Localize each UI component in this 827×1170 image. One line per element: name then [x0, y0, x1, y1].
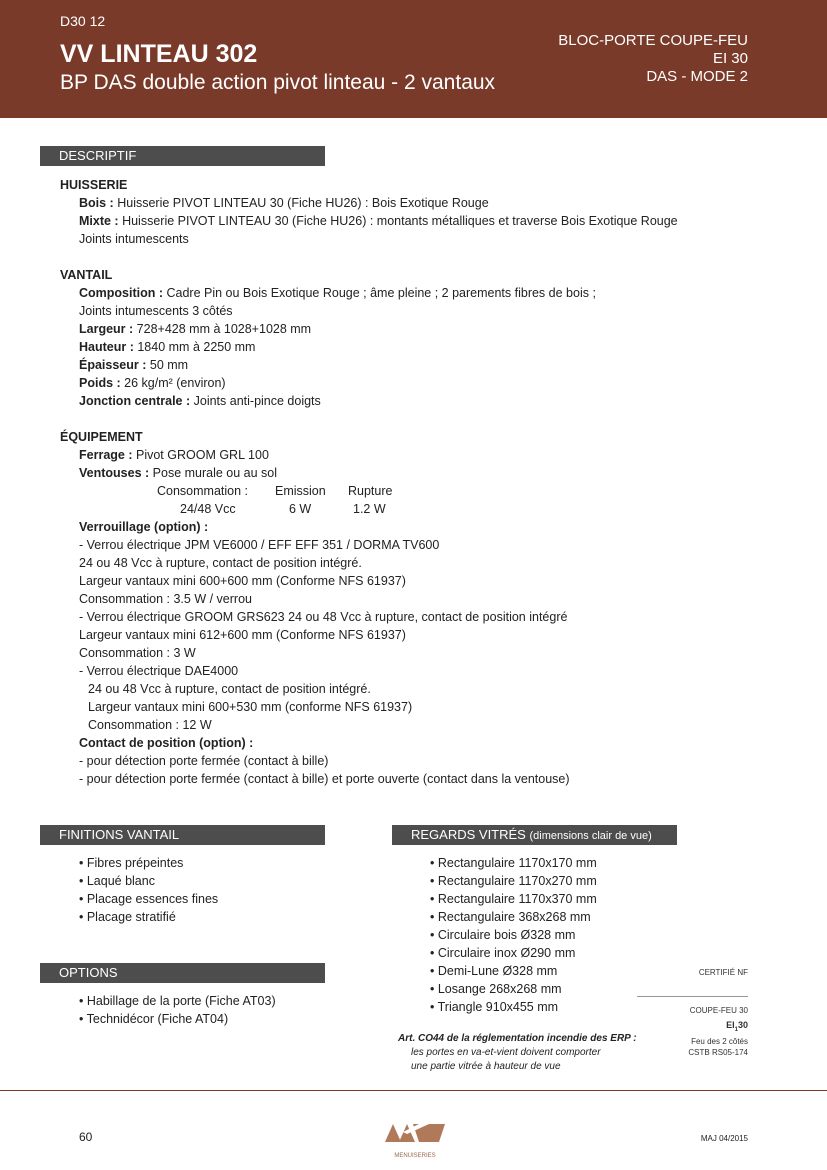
verr-line: - Verrou électrique GROOM GRS623 24 ou 48 Vcc à rupture, contact de position intégré — [79, 610, 568, 624]
cert-details — [688, 1005, 748, 1058]
list-item: • Triangle 910x455 mm — [430, 1000, 559, 1014]
verr-line: Consommation : 3 W — [79, 646, 196, 660]
regards-list — [430, 854, 597, 1016]
list-item: • Technidécor (Fiche AT04) — [79, 1012, 229, 1026]
equipement-ferrage: Ferrage : Pivot GROOM GRL 100 — [79, 448, 269, 462]
contact-heading: Contact de position (option) : — [79, 736, 254, 750]
list-item: • Laqué blanc — [79, 874, 155, 888]
page-subtitle: BP DAS double action pivot linteau - 2 vantaux — [60, 71, 496, 94]
product-code: D30 12 — [60, 13, 106, 29]
list-item: • Losange 268x268 mm — [430, 982, 562, 996]
huisserie-heading: HUISSERIE — [60, 178, 128, 192]
huisserie-mixte: Mixte : Huisserie PIVOT LINTEAU 30 (Fiche HU26) : montants métalliques et traverse Bois Exotique Rouge — [79, 214, 678, 228]
verr-indent-line: Consommation : 12 W — [88, 718, 212, 732]
vantail-joints: Joints intumescents 3 côtés — [79, 304, 233, 318]
verr-line: - Verrou électrique JPM VE6000 / EFF EFF 351 / DORMA TV600 — [79, 538, 440, 552]
contact-line: - pour détection porte fermée (contact à bille) et porte ouverte (contact dans la ventouse) — [79, 772, 570, 786]
verr-line: Largeur vantaux mini 612+600 mm (Conforme NFS 61937) — [79, 628, 406, 642]
cert-ei: $EI_130$ — [726, 1020, 748, 1033]
footer-divider — [0, 1090, 827, 1091]
list-item: • Placage essences fines — [79, 892, 219, 906]
vantail-poids: Poids : 26 kg/m² (environ) — [79, 376, 226, 390]
huisserie-bois: Bois : Huisserie PIVOT LINTEAU 30 (Fiche HU26) : Bois Exotique Rouge — [79, 196, 489, 210]
verr-indent-line: 24 ou 48 Vcc à rupture, contact de position intégré. — [88, 682, 371, 696]
rupture-value: 1.2 W — [353, 502, 386, 516]
list-item: • Habillage de la porte (Fiche AT03) — [79, 994, 276, 1008]
section-regards — [392, 825, 677, 845]
verr-line: 24 ou 48 Vcc à rupture, contact de position intégré. — [79, 556, 362, 570]
list-item: • Demi-Lune Ø328 mm — [430, 964, 558, 978]
options-list — [79, 992, 276, 1028]
equipement-heading: ÉQUIPEMENT — [60, 430, 143, 444]
note-bold: Art. CO44 de la réglementation incendie des ERP : — [398, 1033, 637, 1044]
vantail-jonction: Jonction centrale : Joints anti-pince doigts — [79, 394, 321, 408]
list-item: • Circulaire inox Ø290 mm — [430, 946, 576, 960]
verr-line: Largeur vantaux mini 600+600 mm (Conforme NFS 61937) — [79, 574, 406, 588]
erp-note — [398, 1032, 637, 1074]
vantail-heading: VANTAIL — [60, 268, 113, 282]
logo-icon — [383, 1114, 447, 1152]
verrouillage-heading: Verrouillage (option) : — [79, 520, 209, 534]
verr-line: Consommation : 3.5 W / verrou — [79, 592, 252, 606]
regards-title: REGARDS VITRÉS — [411, 827, 526, 842]
header-band — [0, 0, 827, 118]
classification-type: BLOC-PORTE COUPE-FEU — [558, 32, 748, 49]
consommation-head: Consommation : — [157, 484, 249, 498]
classification-rating: EI 30 — [712, 50, 748, 67]
descriptif-body — [60, 176, 760, 788]
vantail-hauteur: Hauteur : 1840 mm à 2250 mm — [79, 340, 256, 354]
list-item: • Placage stratifié — [79, 910, 176, 924]
page-title: VV LINTEAU 302 — [60, 40, 258, 68]
cert-feu: Feu des 2 côtés — [691, 1036, 748, 1046]
list-item: • Rectangulaire 1170x370 mm — [430, 892, 597, 906]
classification-mode: DAS - MODE 2 — [646, 68, 748, 85]
update-date: MAJ 04/2015 — [700, 1134, 748, 1143]
cert-nf: CERTIFIÉ NF — [698, 968, 748, 977]
brand-logo — [383, 1114, 447, 1159]
rupture-head: Rupture — [348, 484, 393, 498]
section-descriptif: DESCRIPTIF — [40, 146, 325, 166]
list-item: • Rectangulaire 368x268 mm — [430, 910, 591, 924]
consommation-table — [60, 482, 760, 518]
emission-value: 6 W — [289, 502, 312, 516]
list-item: • Fibres prépeintes — [79, 856, 184, 870]
section-finitions: FINITIONS VANTAIL — [40, 825, 325, 845]
note-line: les portes en va-et-vient doivent comporter — [411, 1047, 601, 1058]
verr-indent-line: Largeur vantaux mini 600+530 mm (conforme NFS 61937) — [88, 700, 413, 714]
finitions-list — [79, 854, 218, 926]
vantail-largeur: Largeur : 728+428 mm à 1028+1028 mm — [79, 322, 312, 336]
page-number: 60 — [79, 1130, 93, 1144]
vantail-composition: Composition : Cadre Pin ou Bois Exotique Rouge ; âme pleine ; 2 parements fibres de bois ; — [79, 286, 596, 300]
cert-cstb: CSTB RS05-174 — [688, 1047, 748, 1057]
header-classification — [558, 32, 748, 86]
verr-line: - Verrou électrique DAE4000 — [79, 664, 239, 678]
logo-text: MENUISERIES — [394, 1153, 436, 1159]
emission-head: Emission — [275, 484, 326, 498]
equipement-ventouses: Ventouses : Pose murale ou au sol — [79, 466, 278, 480]
note-line: une partie vitrée à hauteur de vue — [411, 1061, 561, 1072]
regards-subtitle: (dimensions clair de vue) — [529, 830, 652, 842]
cert-coupe-feu: COUPE-FEU 30 — [689, 1006, 748, 1015]
section-options: OPTIONS — [40, 963, 325, 983]
list-item: • Rectangulaire 1170x270 mm — [430, 874, 597, 888]
vantail-epaisseur: Épaisseur : 50 mm — [79, 358, 189, 372]
cert-divider — [637, 996, 748, 997]
consommation-value: 24/48 Vcc — [180, 502, 236, 516]
list-item: • Circulaire bois Ø328 mm — [430, 928, 576, 942]
contact-line: - pour détection porte fermée (contact à bille) — [79, 754, 329, 768]
list-item: • Rectangulaire 1170x170 mm — [430, 856, 597, 870]
huisserie-joints: Joints intumescents — [79, 232, 189, 246]
